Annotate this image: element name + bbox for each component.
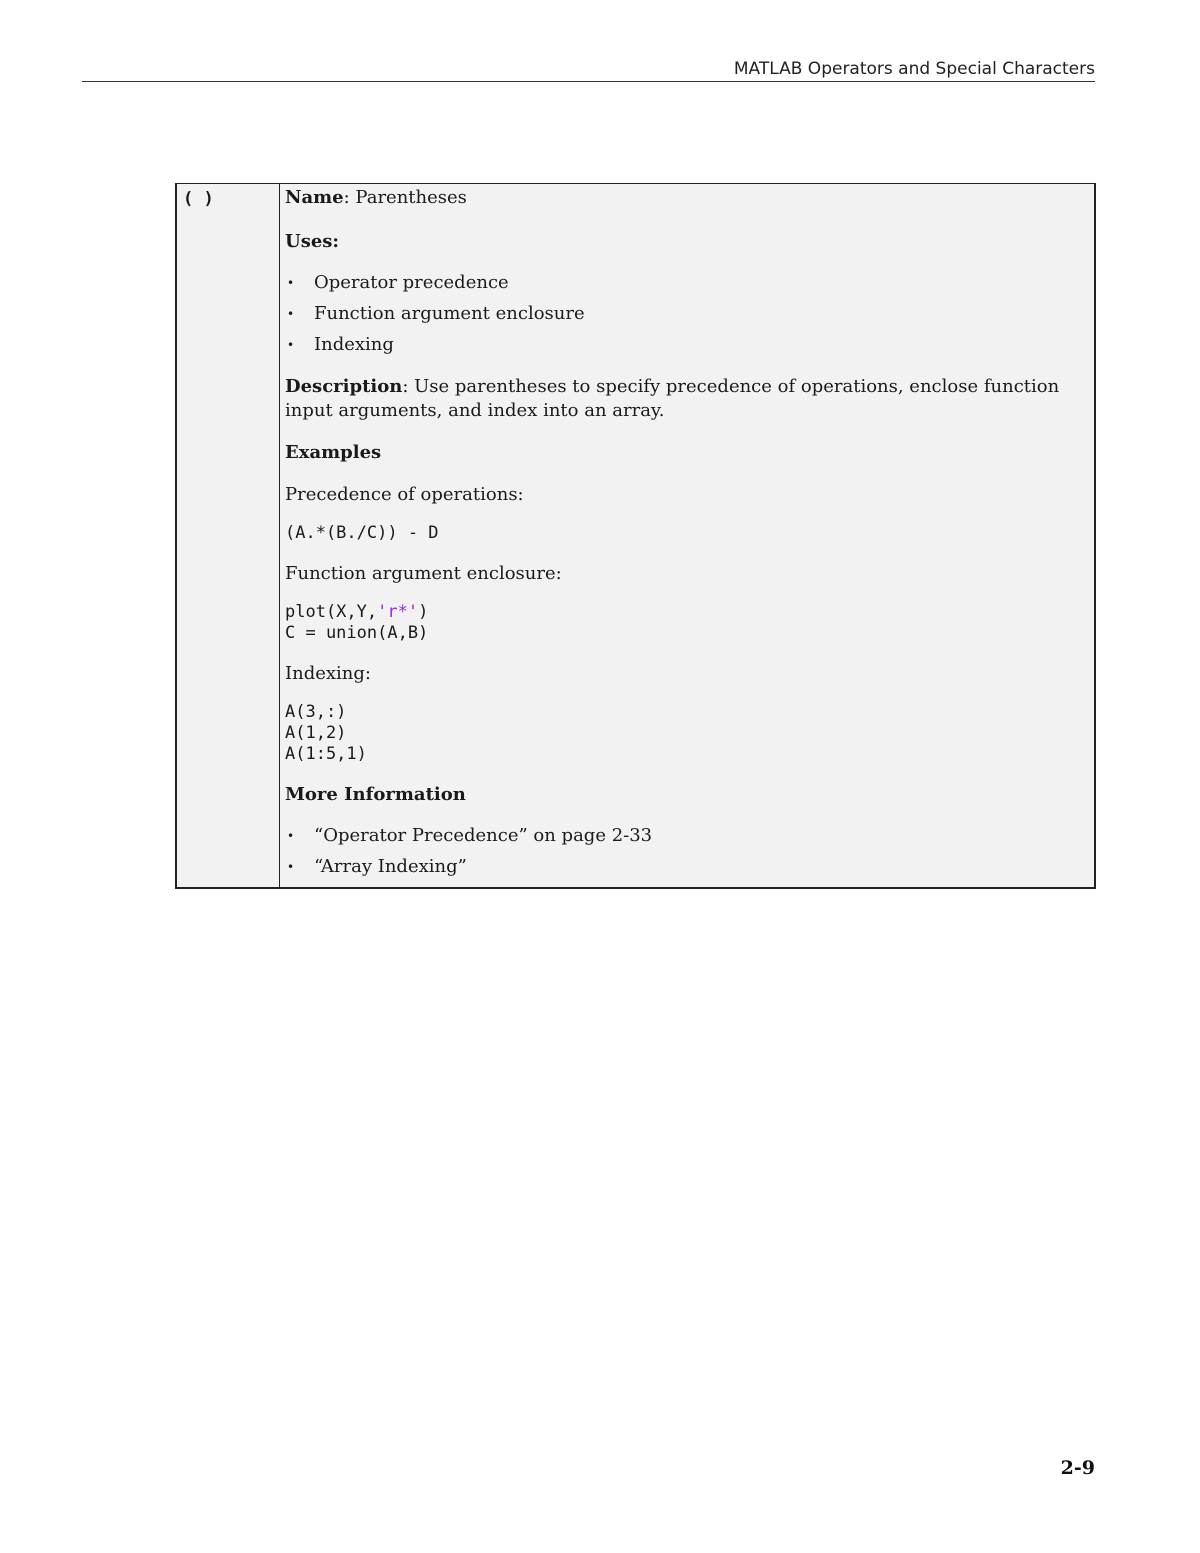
name-label: Name <box>285 187 344 208</box>
operator-details <box>280 184 1096 889</box>
examples-heading: Examples <box>285 442 382 463</box>
list-item <box>285 855 1090 879</box>
code-text: plot(X,Y, <box>285 602 378 622</box>
page-number: 2-9 <box>1060 1457 1095 1479</box>
list-item <box>285 824 1090 848</box>
name-line <box>285 186 1090 210</box>
code-block <box>285 702 1090 765</box>
uses-list <box>285 271 1090 357</box>
use-item-text: Function argument enclosure <box>314 303 585 324</box>
bullet-icon: • <box>287 307 295 321</box>
example-caption: Function argument enclosure: <box>285 563 562 584</box>
use-item-text: Operator precedence <box>314 272 509 293</box>
header-rule <box>82 81 1095 82</box>
code-line: A(1,2) <box>285 723 347 743</box>
list-item <box>285 271 1090 295</box>
bullet-icon: • <box>287 338 295 352</box>
use-item-text: Indexing <box>314 334 394 355</box>
code-line: A(1:5,1) <box>285 744 367 764</box>
example-caption: Precedence of operations: <box>285 484 524 505</box>
example-caption: Indexing: <box>285 663 371 684</box>
table-row <box>176 184 1095 889</box>
description-text: : Use parentheses to specify precedence of operations, enclose function input arguments, and index into an array. <box>285 376 1060 421</box>
more-info-list <box>285 824 1090 879</box>
code-line: (A.*(B./C)) - D <box>285 523 439 543</box>
more-info-link[interactable]: “Array Indexing” <box>314 856 467 877</box>
more-info-link[interactable]: “Operator Precedence” on page 2-33 <box>314 825 653 846</box>
more-info-heading: More Information <box>285 784 466 805</box>
bullet-icon: • <box>287 829 295 843</box>
operator-symbol: ( ) <box>176 184 280 889</box>
operator-table <box>175 183 1096 889</box>
bullet-icon: • <box>287 276 295 290</box>
name-value: : Parentheses <box>343 187 467 208</box>
list-item <box>285 333 1090 357</box>
bullet-icon: • <box>287 860 295 874</box>
uses-heading: Uses: <box>285 231 340 252</box>
description-paragraph <box>285 375 1090 423</box>
code-block <box>285 602 1090 644</box>
list-item <box>285 302 1090 326</box>
code-block <box>285 523 1090 544</box>
code-line <box>285 602 1090 623</box>
description-label: Description <box>285 376 403 397</box>
code-line: A(3,:) <box>285 702 347 722</box>
code-string-literal: 'r*' <box>377 602 419 622</box>
running-header: MATLAB Operators and Special Characters <box>733 59 1095 79</box>
code-line: C = union(A,B) <box>285 623 429 643</box>
code-text: ) <box>418 602 429 622</box>
